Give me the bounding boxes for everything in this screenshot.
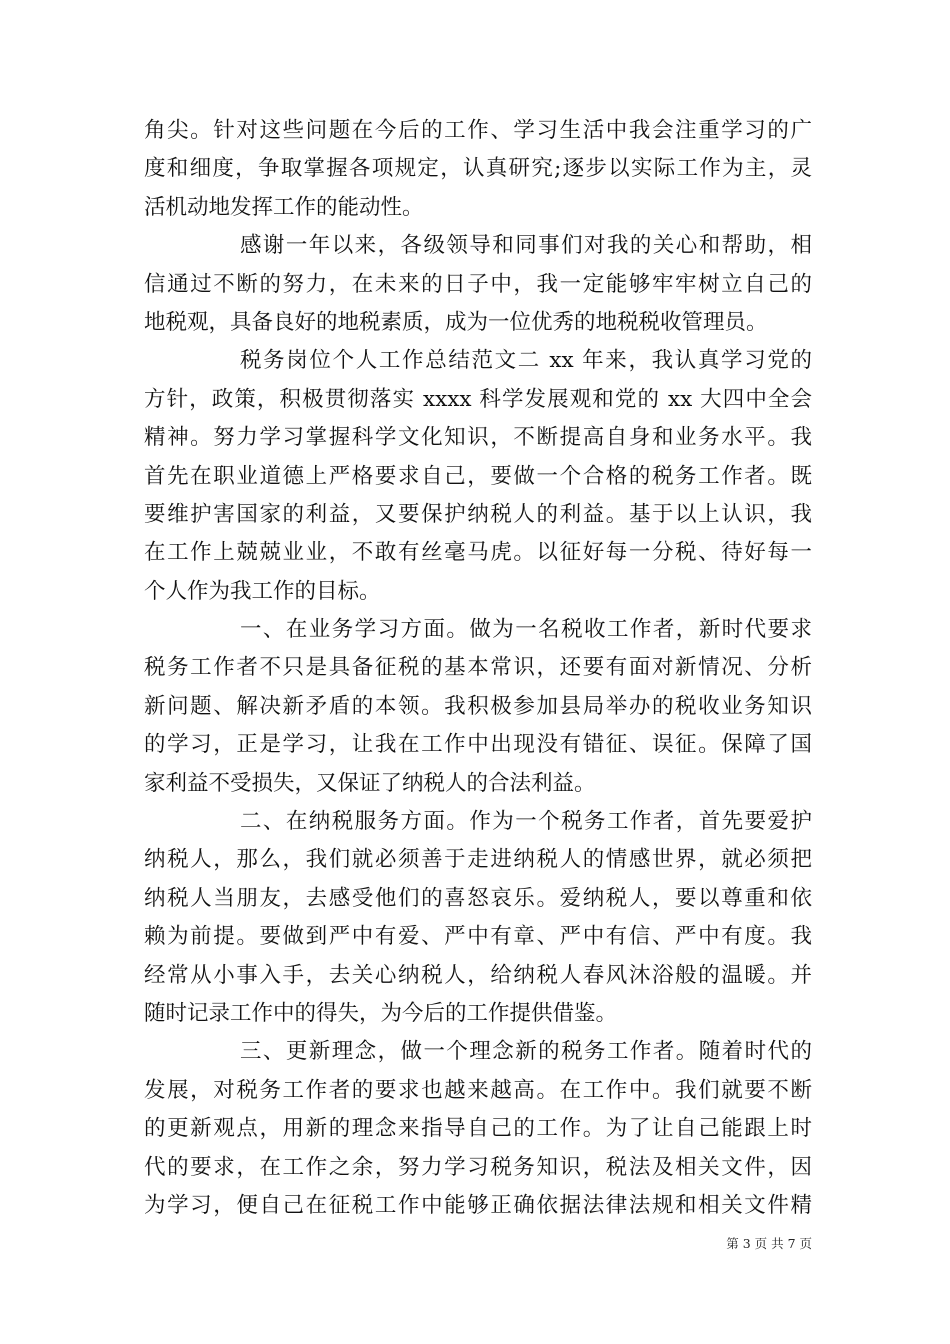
paragraph <box>144 803 812 1033</box>
paragraph <box>144 112 812 227</box>
text-line: 三、更新理念，做一个理念新的税务工作者。随着时代的 <box>240 1039 812 1065</box>
page-number-footer: 第 3 页 共 7 页 <box>726 1236 812 1251</box>
text-line: 随时记录工作中的得失，为今后的工作提供借鉴。 <box>144 1000 618 1026</box>
text-line: 在工作上兢兢业业，不敢有丝毫马虎。以征好每一分税、待好每一 <box>144 540 812 566</box>
text-line: 纳税人，那么，我们就必须善于走进纳税人的情感世界，就必须把 <box>144 847 812 873</box>
text-line: 活机动地发挥工作的能动性。 <box>144 194 424 220</box>
text-line: 税务岗位个人工作总结范文二 xx 年来，我认真学习党的 <box>240 348 812 374</box>
paragraph <box>144 227 812 342</box>
text-line: 二、在纳税服务方面。作为一个税务工作者，首先要爱护 <box>240 809 812 835</box>
paragraph <box>144 1033 812 1225</box>
text-line: 信通过不断的努力，在未来的日子中，我一定能够牢牢树立自己的 <box>144 271 812 297</box>
paragraph <box>144 611 812 803</box>
text-line: 地税观，具备良好的地税素质，成为一位优秀的地税税收管理员。 <box>144 309 768 335</box>
text-line: 家利益不受损失，又保证了纳税人的合法利益。 <box>144 770 596 796</box>
text-line: 为学习，便自己在征税工作中能够正确依据法律法规和相关文件精 <box>144 1192 812 1218</box>
document-body <box>144 112 812 1225</box>
text-line: 税务工作者不只是具备征税的基本常识，还要有面对新情况、分析 <box>144 655 812 681</box>
text-line: 精神。努力学习掌握科学文化知识，不断提高自身和业务水平。我 <box>144 425 812 451</box>
text-line: 角尖。针对这些问题在今后的工作、学习生活中我会注重学习的广 <box>144 118 812 143</box>
text-line: 发展，对税务工作者的要求也越来越高。在工作中。我们就要不断 <box>144 1077 812 1103</box>
text-line: 要维护害国家的利益，又要保护纳税人的利益。基于以上认识，我 <box>144 501 812 527</box>
text-line: 的学习，正是学习，让我在工作中出现没有错征、误征。保障了国 <box>144 732 812 758</box>
paragraph <box>144 342 812 611</box>
text-line: 代的要求，在工作之余，努力学习税务知识，税法及相关文件，因 <box>144 1154 812 1180</box>
text-line: 的更新观点，用新的理念来指导自己的工作。为了让自己能跟上时 <box>144 1116 812 1142</box>
text-line: 度和细度，争取掌握各项规定，认真研究;逐步以实际工作为主，灵 <box>144 156 812 182</box>
text-line: 个人作为我工作的目标。 <box>144 578 381 604</box>
text-line: 一、在业务学习方面。做为一名税收工作者，新时代要求 <box>240 617 812 643</box>
text-line: 方针，政策，积极贯彻落实 xxxx 科学发展观和党的 xx 大四中全会 <box>144 386 812 412</box>
text-line: 新问题、解决新矛盾的本领。我积极参加县局举办的税收业务知识 <box>144 693 812 719</box>
text-line: 赖为前提。要做到严中有爱、严中有章、严中有信、严中有度。我 <box>144 924 812 950</box>
text-line: 纳税人当朋友，去感受他们的喜怒哀乐。爱纳税人，要以尊重和依 <box>144 885 812 911</box>
text-line: 感谢一年以来，各级领导和同事们对我的关心和帮助，相 <box>240 233 812 259</box>
text-line: 首先在职业道德上严格要求自己，要做一个合格的税务工作者。既 <box>144 463 812 489</box>
text-line: 经常从小事入手，去关心纳税人，给纳税人春风沐浴般的温暖。并 <box>144 962 812 988</box>
